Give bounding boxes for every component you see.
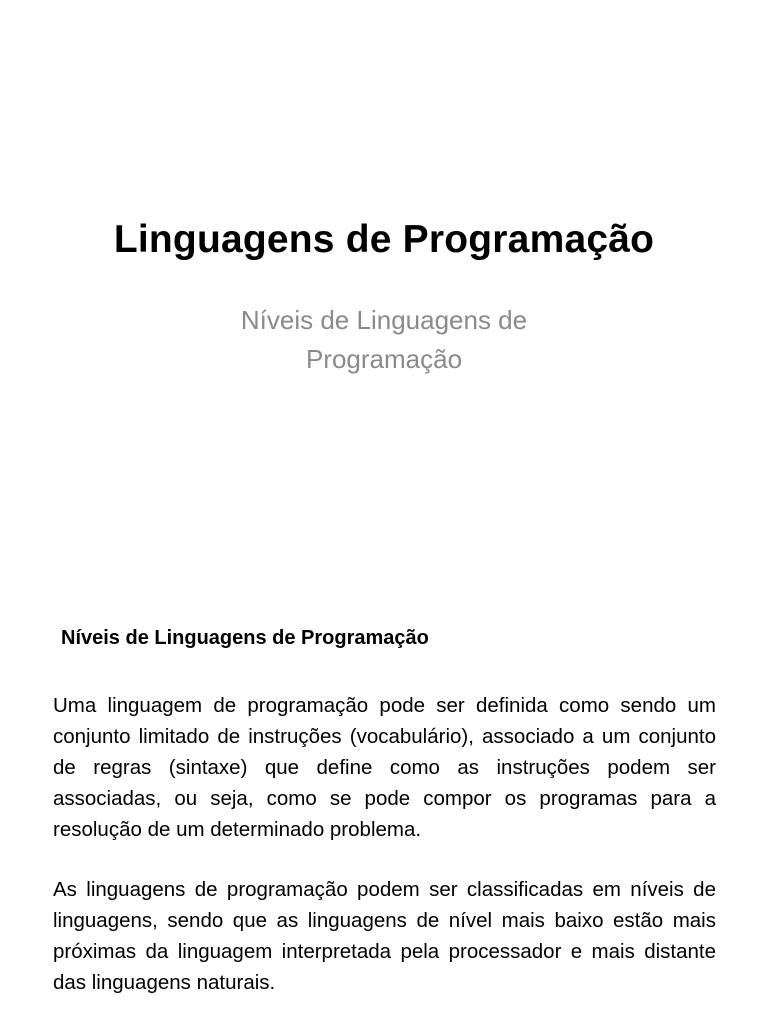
paragraph-classification: As linguagens de programação podem ser classificadas em níveis de linguagens, sendo que as linguagens de nível mais baixo estão mais próximas da linguagem interpretada pela processador e mais distante das linguagens naturais. — [53, 878, 716, 994]
slide-title: Linguagens de Programação — [113, 218, 655, 261]
section-heading: Níveis de Linguagens de Programação — [61, 627, 429, 649]
paragraph-definition: Uma linguagem de programação pode ser definida como sendo um conjunto limitado de instruções (vocabulário), associado a um conjunto de regras (sintaxe) que define como as instruções podem ser associadas, ou seja, como se pode compor os programas para a resolução de um determinado problema. — [53, 694, 716, 841]
slide-subtitle: Níveis de Linguagens de Programação — [240, 305, 528, 374]
